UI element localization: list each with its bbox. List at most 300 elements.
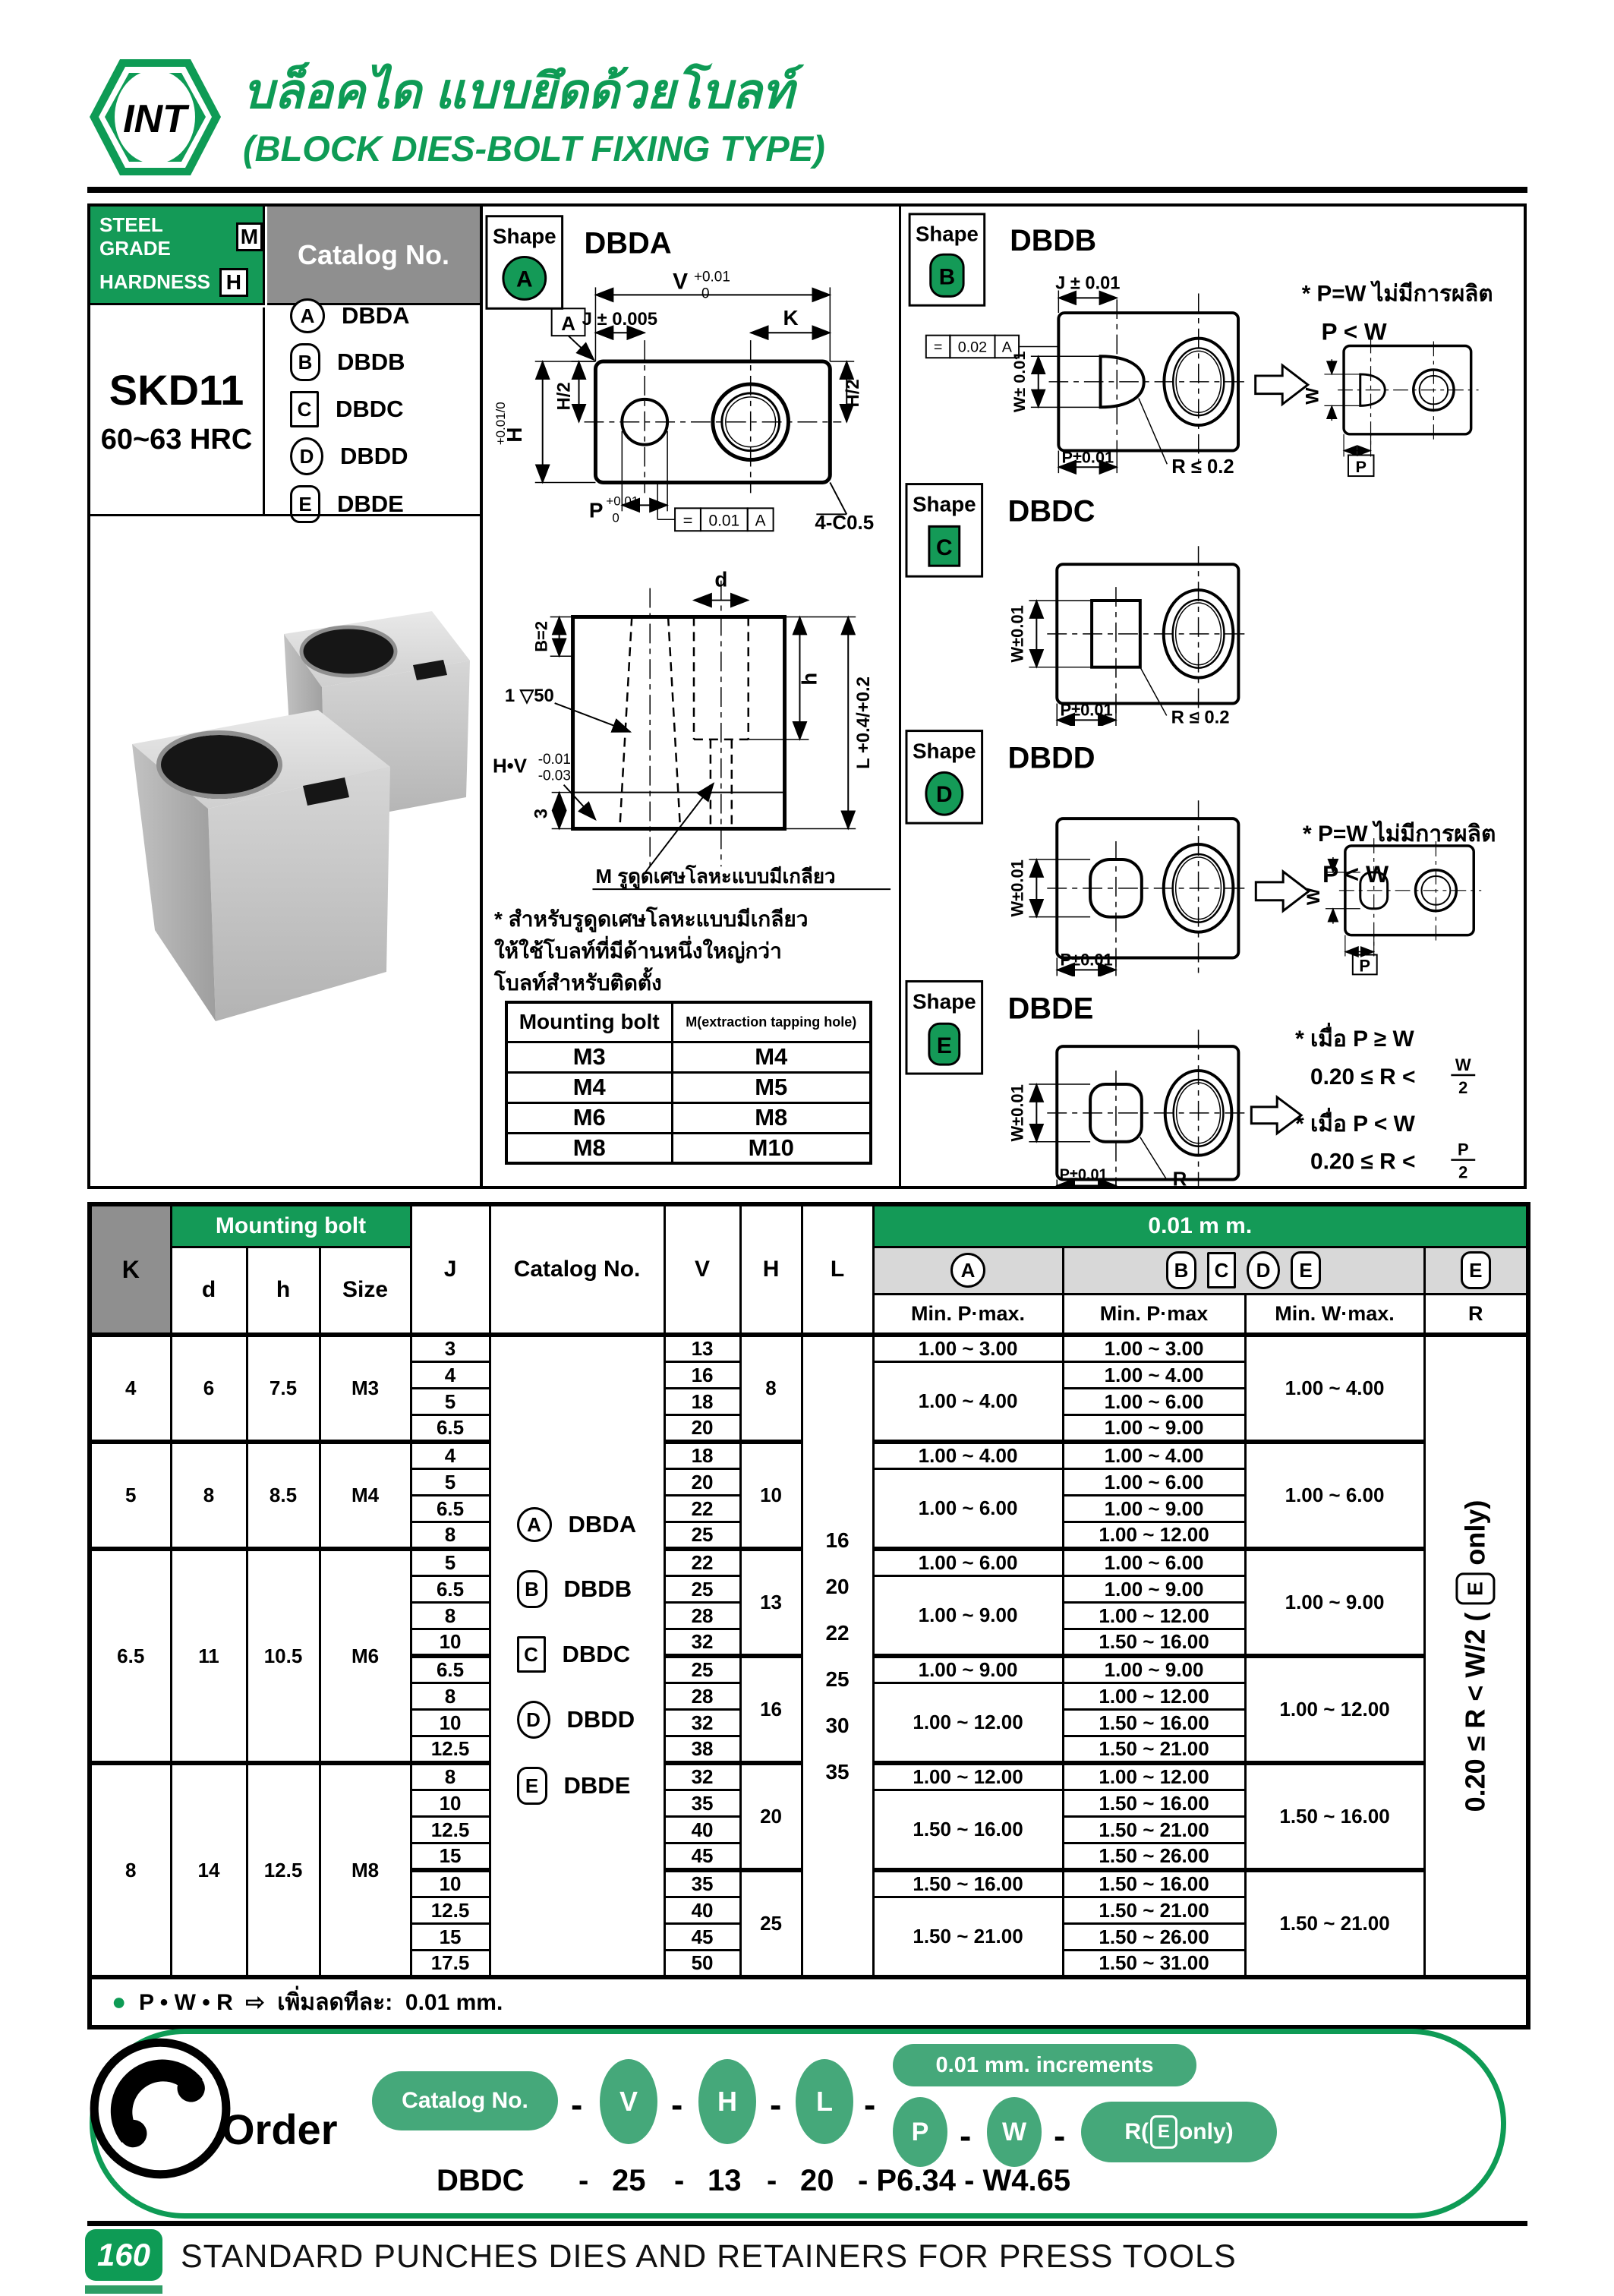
v-value: 22 xyxy=(664,1496,740,1522)
logo-text: INT xyxy=(123,97,187,141)
size-value: M8 xyxy=(320,1763,411,1977)
col-header-tolerance: 0.01 m m. xyxy=(873,1204,1528,1247)
bolt-cell: M10 xyxy=(672,1133,871,1163)
shape-d-letter: D xyxy=(936,782,953,808)
catalog-no-label: Catalog No. xyxy=(297,238,449,270)
shape-d-badge: D xyxy=(517,1701,550,1739)
range-b: 1.00 ~ 9.00 xyxy=(1063,1656,1245,1683)
r-pill-prefix: R( xyxy=(1124,2119,1149,2144)
v-value: 32 xyxy=(664,1763,740,1790)
shape-d-badge: D xyxy=(1247,1251,1280,1289)
k-value: 8 xyxy=(90,1763,171,1977)
dim-k: K xyxy=(783,306,799,330)
chamfer-note: 4-C0.5 xyxy=(815,512,875,534)
footer-rule xyxy=(87,2221,1527,2226)
pwr-label: P • W • R xyxy=(139,1989,233,2015)
small-dim-p: P xyxy=(1355,457,1367,477)
order-p-pill: P xyxy=(893,2097,947,2167)
shape-b-box xyxy=(909,214,985,305)
l-value: 20 xyxy=(825,1574,850,1598)
dash: - xyxy=(578,2164,589,2197)
range-b: 1.50 ~ 31.00 xyxy=(1063,1951,1245,1978)
v-value: 25 xyxy=(664,1576,740,1603)
dim-w: W±0.01 xyxy=(1007,859,1027,917)
dim-p: P±0.01 xyxy=(1060,950,1113,970)
v-value: 28 xyxy=(664,1683,740,1710)
shape-e-badge: E xyxy=(517,1767,547,1805)
range-w: 1.00 ~ 9.00 xyxy=(1245,1549,1424,1656)
dash: - xyxy=(767,2164,777,2197)
col-header-l: L xyxy=(802,1204,873,1335)
shape-e-badge: E xyxy=(1461,1251,1491,1289)
range-b: 1.00 ~ 9.00 xyxy=(1063,1415,1245,1443)
catalog-item xyxy=(517,1636,631,1673)
shape-e-badge: E xyxy=(290,485,320,523)
col-header-catalog: Catalog No. xyxy=(490,1204,664,1335)
dim-b2: B=2 xyxy=(531,620,551,652)
shape-e-badge: E xyxy=(1456,1573,1496,1605)
note-star: * xyxy=(494,907,503,931)
drawing-dbda xyxy=(482,211,897,534)
small-dim-w: W xyxy=(1303,888,1324,906)
shape-d-box xyxy=(906,731,982,824)
shape-b-badge: B xyxy=(517,1570,547,1608)
dim-v: V xyxy=(673,269,689,295)
j-value: 10 xyxy=(411,1629,490,1657)
range-b: 1.00 ~ 6.00 xyxy=(1063,1549,1245,1576)
hv-tol-top: -0.01 xyxy=(537,751,571,768)
bolt-cell: M5 xyxy=(672,1072,871,1102)
increment-note xyxy=(90,1977,1528,2027)
range-a: 1.50 ~ 16.00 xyxy=(873,1790,1063,1871)
steel-grade-row xyxy=(90,213,263,260)
j-value: 5 xyxy=(411,1389,490,1415)
v-value: 38 xyxy=(664,1736,740,1764)
dim-w: W±0.01 xyxy=(1007,605,1027,663)
shape-label: Shape xyxy=(912,739,976,763)
shape-c-badge: C xyxy=(1207,1252,1236,1288)
footer-text: STANDARD PUNCHES DIES AND RETAINERS FOR PRESS TOOLS xyxy=(181,2238,1237,2275)
page-title-thai: บล็อคได แบบยึดด้วยโบลท์ xyxy=(243,64,794,118)
dash: - xyxy=(770,2085,782,2124)
dim-p: P xyxy=(588,498,604,522)
j-value: 6.5 xyxy=(411,1576,490,1603)
order-label: Order xyxy=(222,2105,338,2153)
shape-a-box xyxy=(487,216,563,309)
j-value: 5 xyxy=(411,1469,490,1496)
j-value: 10 xyxy=(411,1710,490,1736)
v-value: 32 xyxy=(664,1629,740,1657)
bolt-cell: M6 xyxy=(506,1102,672,1133)
dim-d: d xyxy=(714,567,728,591)
int-logo-icon xyxy=(85,55,225,180)
l-value: 25 xyxy=(825,1667,850,1691)
divider-mid xyxy=(899,207,901,1186)
dash: - xyxy=(960,2116,972,2156)
d-value: 8 xyxy=(171,1442,247,1549)
range-a: 1.50 ~ 16.00 xyxy=(873,1870,1063,1897)
j-value: 4 xyxy=(411,1442,490,1469)
range-b: 1.50 ~ 16.00 xyxy=(1063,1790,1245,1817)
bolt-cell: M8 xyxy=(506,1133,672,1163)
order-v-pill: V xyxy=(600,2059,657,2144)
catalog-name: DBDD xyxy=(566,1706,635,1733)
shape-e-badge: E xyxy=(1150,2115,1177,2149)
flatness-datum: A xyxy=(1001,339,1012,356)
badge-e-header xyxy=(1424,1247,1528,1294)
catalog-name: DBDB xyxy=(563,1575,632,1602)
v-value: 13 xyxy=(664,1335,740,1362)
range-a: 1.00 ~ 6.00 xyxy=(873,1469,1063,1550)
h-value: 12.5 xyxy=(247,1763,320,1977)
dim-p: P±0.01 xyxy=(1059,1166,1108,1184)
v-value: 40 xyxy=(664,1897,740,1924)
l-value: 30 xyxy=(825,1713,850,1737)
range-w: 1.00 ~ 4.00 xyxy=(1245,1335,1424,1442)
shape-a-badge: A xyxy=(517,1507,552,1542)
d-value: 14 xyxy=(171,1763,247,1977)
dbdb-title: DBDB xyxy=(1010,224,1097,258)
r-range-suffix: only) xyxy=(1459,1500,1491,1566)
hardness-value: 60~63 HRC xyxy=(100,424,253,456)
range-b: 1.50 ~ 21.00 xyxy=(1063,1897,1245,1924)
dim-p-tol-top: +0.01 xyxy=(606,494,639,509)
steel-grade-label: STEEL GRADE xyxy=(99,213,171,260)
v-value: 18 xyxy=(664,1442,740,1469)
min-p-max-a-header: Min. P·max. xyxy=(873,1294,1063,1335)
h-value: 7.5 xyxy=(247,1335,320,1442)
page-number-badge: 160 xyxy=(85,2229,162,2281)
flatness-value: 0.02 xyxy=(957,339,988,356)
dbdd-title: DBDD xyxy=(1007,741,1095,775)
catalog-no-header xyxy=(267,207,480,305)
small-dim-w: W xyxy=(1303,387,1323,405)
steel-grade-value-cell xyxy=(90,308,265,514)
range-b: 1.50 ~ 21.00 xyxy=(1063,1817,1245,1843)
j-value: 8 xyxy=(411,1603,490,1629)
j-value: 6.5 xyxy=(411,1415,490,1443)
shape-b-letter: B xyxy=(938,264,956,290)
note-p-lt-w: * เมื่อ P < W xyxy=(1295,1111,1415,1137)
arrow-icon: ⇨ xyxy=(245,1989,265,2015)
catalog-item xyxy=(517,1570,632,1608)
header-rule xyxy=(87,187,1527,193)
fraction-2b: 2 xyxy=(1458,1162,1468,1182)
catalog-name: DBDE xyxy=(563,1772,631,1799)
catalog-name: DBDC xyxy=(562,1641,631,1667)
note-pw: * P=W ไม่มีการผลิต xyxy=(1301,281,1493,307)
bolt-col-header: Mounting bolt xyxy=(506,1002,672,1042)
shape-e-box xyxy=(906,981,982,1074)
r-header: R xyxy=(1424,1294,1528,1335)
note-line1: สำหรับรูดูดเศษโลหะแบบมีเกลียว xyxy=(508,907,809,931)
dim-h2-left: H/2 xyxy=(553,382,575,411)
hv-label: H•V xyxy=(492,755,527,777)
range-a: 1.00 ~ 4.00 xyxy=(873,1442,1063,1469)
dbda-title: DBDA xyxy=(584,226,672,260)
size-value: M6 xyxy=(320,1549,411,1763)
h-col-value: 13 xyxy=(740,1549,802,1656)
catalog-item xyxy=(517,1507,637,1542)
hv-tol-bot: -0.03 xyxy=(537,768,571,784)
catalog-item xyxy=(517,1701,635,1739)
shape-e-badge: E xyxy=(1291,1251,1321,1289)
col-header-mounting-bolt: Mounting bolt xyxy=(171,1204,411,1247)
order-r-pill xyxy=(1081,2102,1277,2162)
shape-c-box xyxy=(906,484,982,577)
v-value: 25 xyxy=(664,1656,740,1683)
shape-e-letter: E xyxy=(936,1033,952,1059)
d-value: 6 xyxy=(171,1335,247,1442)
j-value: 8 xyxy=(411,1763,490,1790)
h-badge: H xyxy=(219,268,248,297)
example-l: 20 xyxy=(800,2164,834,2197)
product-photo xyxy=(90,516,480,1184)
min-p-max-b-header: Min. P·max xyxy=(1063,1294,1245,1335)
dim-r: R xyxy=(1172,1168,1187,1189)
list-item xyxy=(290,343,480,381)
range-b: 1.50 ~ 26.00 xyxy=(1063,1924,1245,1951)
dim-r: R ≤ 0.2 xyxy=(1171,707,1230,726)
order-w-pill: W xyxy=(987,2097,1042,2167)
col-header-d: d xyxy=(171,1247,247,1335)
flatness-datum: A xyxy=(755,512,766,530)
drawing-dbde xyxy=(902,976,1521,1189)
phone-icon xyxy=(84,2032,237,2185)
increment-value: 0.01 mm. xyxy=(405,1989,503,2015)
dim-v-tol-top: +0.01 xyxy=(693,269,730,285)
v-value: 22 xyxy=(664,1549,740,1576)
badge-a-header xyxy=(873,1247,1063,1294)
fraction-w: W xyxy=(1455,1055,1471,1075)
note-line3: โบลท์สำหรับติดตั้ง xyxy=(494,971,662,995)
v-value: 45 xyxy=(664,1843,740,1871)
surface-finish: 1 ▽50 xyxy=(504,686,554,707)
drawing-section xyxy=(482,541,897,894)
l-value: 22 xyxy=(825,1620,850,1645)
j-value: 10 xyxy=(411,1790,490,1817)
extraction-col-header: M(extraction tapping hole) xyxy=(672,1002,871,1042)
spec-and-drawings-box xyxy=(87,203,1527,1189)
range-b: 1.00 ~ 4.00 xyxy=(1063,1362,1245,1389)
h-col-value: 25 xyxy=(740,1870,802,1977)
drawing-dbdd xyxy=(902,726,1521,976)
dim-v-tol-bot: 0 xyxy=(701,285,710,302)
dash: - xyxy=(674,2164,685,2197)
l-cell xyxy=(802,1335,873,1977)
l-value: 35 xyxy=(825,1759,850,1784)
catalog-item xyxy=(517,1767,631,1805)
m-hole-note: M รูดูดเศษโลหะแบบมีเกลียว xyxy=(595,866,836,888)
fraction-p: P xyxy=(1457,1140,1469,1159)
range-a: 1.00 ~ 3.00 xyxy=(873,1335,1063,1362)
range-b: 1.00 ~ 4.00 xyxy=(1063,1442,1245,1469)
dash: - xyxy=(1054,2116,1066,2156)
dbdc-geometry xyxy=(1029,546,1248,726)
example-catalog: DBDC xyxy=(437,2164,525,2197)
range-w: 1.00 ~ 6.00 xyxy=(1245,1442,1424,1549)
v-value: 40 xyxy=(664,1817,740,1843)
l-value: 16 xyxy=(825,1528,850,1552)
order-l-pill: L xyxy=(796,2059,853,2144)
shape-d-badge: D xyxy=(290,437,323,475)
order-catalog-pill: Catalog No. xyxy=(372,2071,558,2130)
extraction-note xyxy=(494,904,891,999)
v-value: 20 xyxy=(664,1415,740,1443)
dim-h-tol: +0.01/0 xyxy=(493,402,508,446)
range-b: 1.00 ~ 12.00 xyxy=(1063,1763,1245,1790)
list-item xyxy=(290,437,480,475)
flatness-value: 0.01 xyxy=(708,512,740,530)
range-b: 1.00 ~ 3.00 xyxy=(1063,1335,1245,1362)
v-value: 50 xyxy=(664,1951,740,1978)
range-a: 1.00 ~ 9.00 xyxy=(873,1656,1063,1683)
range-w: 1.00 ~ 12.00 xyxy=(1245,1656,1424,1763)
j-value: 8 xyxy=(411,1683,490,1710)
k-value: 6.5 xyxy=(90,1549,171,1763)
shape-label: Shape xyxy=(912,989,976,1014)
range-b: 1.50 ~ 16.00 xyxy=(1063,1870,1245,1897)
range-b: 1.00 ~ 9.00 xyxy=(1063,1496,1245,1522)
dim-j: J ± 0.005 xyxy=(582,309,658,330)
flatness-symbol: = xyxy=(682,510,693,530)
increments-pill: 0.01 mm. increments xyxy=(893,2044,1196,2086)
j-value: 15 xyxy=(411,1924,490,1951)
example-v: 25 xyxy=(612,2164,646,2197)
datum-a: A xyxy=(561,314,575,336)
dbdb-geometry xyxy=(926,291,1479,477)
dim-w: W± 0.01 xyxy=(1009,351,1029,413)
v-value: 32 xyxy=(664,1710,740,1736)
shape-label: Shape xyxy=(912,492,976,516)
catalog-name: DBDC xyxy=(336,396,404,422)
catalog-cell xyxy=(490,1335,664,1977)
example-pw: - P6.34 - W4.65 xyxy=(858,2164,1071,2197)
footer-stripe xyxy=(85,2285,162,2294)
steel-grade-value: SKD11 xyxy=(109,366,244,414)
note-pltw: P < W xyxy=(1322,859,1389,888)
hardness-row xyxy=(90,268,263,297)
bolt-cell: M3 xyxy=(506,1042,672,1072)
dim-w: W±0.01 xyxy=(1007,1084,1027,1142)
col-header-v: V xyxy=(664,1204,740,1335)
v-value: 20 xyxy=(664,1469,740,1496)
v-value: 35 xyxy=(664,1870,740,1897)
j-value: 12.5 xyxy=(411,1736,490,1764)
drawing-dbdc xyxy=(902,479,1521,726)
r-range-prefix: 0.20 ≤ R < W/2 ( xyxy=(1459,1612,1491,1812)
mounting-bolt-table xyxy=(505,1001,872,1165)
col-header-size: Size xyxy=(320,1247,411,1335)
j-value: 12.5 xyxy=(411,1817,490,1843)
drawing-dbdb xyxy=(902,210,1521,479)
catalog-list xyxy=(267,302,480,517)
d-value: 11 xyxy=(171,1549,247,1763)
j-value: 10 xyxy=(411,1870,490,1897)
range-a: 1.00 ~ 9.00 xyxy=(873,1576,1063,1657)
k-value: 5 xyxy=(90,1442,171,1549)
j-value: 3 xyxy=(411,1335,490,1362)
bolt-cell: M4 xyxy=(672,1042,871,1072)
dim-h-small: h xyxy=(797,672,821,686)
j-value: 6.5 xyxy=(411,1656,490,1683)
catalog-name: DBDB xyxy=(337,348,405,375)
catalog-name: DBDA xyxy=(568,1511,637,1538)
j-value: 4 xyxy=(411,1362,490,1389)
h-col-value: 20 xyxy=(740,1763,802,1870)
range-w: 1.50 ~ 16.00 xyxy=(1245,1763,1424,1870)
dim-p: P±0.01 xyxy=(1060,700,1113,720)
h-value: 8.5 xyxy=(247,1442,320,1549)
note-pw: * P=W ไม่มีการผลิต xyxy=(1303,822,1496,847)
h-col-value: 8 xyxy=(740,1335,802,1442)
shape-label: Shape xyxy=(915,222,979,246)
range-b: 1.50 ~ 26.00 xyxy=(1063,1843,1245,1871)
h-col-value: 10 xyxy=(740,1442,802,1549)
shape-c-badge: C xyxy=(517,1636,546,1673)
v-value: 25 xyxy=(664,1522,740,1550)
block-die-left xyxy=(132,710,390,1021)
range-b: 1.00 ~ 12.00 xyxy=(1063,1683,1245,1710)
range-b: 1.00 ~ 6.00 xyxy=(1063,1389,1245,1415)
dash: - xyxy=(864,2085,876,2124)
dim-j: J ± 0.01 xyxy=(1055,273,1121,294)
shape-a-badge: A xyxy=(290,298,325,333)
note-line2: ให้ใช้โบลท์ที่มีด้านหนึ่งใหญ่กว่า xyxy=(494,939,782,963)
min-w-max-header: Min. W·max. xyxy=(1245,1294,1424,1335)
range-b: 1.00 ~ 9.00 xyxy=(1063,1576,1245,1603)
range-a: 1.00 ~ 12.00 xyxy=(873,1683,1063,1764)
size-value: M4 xyxy=(320,1442,411,1549)
shape-a-badge: A xyxy=(950,1253,985,1288)
v-value: 18 xyxy=(664,1389,740,1415)
green-dot-icon: ● xyxy=(112,1987,127,2015)
m-badge: M xyxy=(236,222,263,251)
dim-l: L +0.4/+0.2 xyxy=(853,676,875,769)
steel-grade-header xyxy=(90,207,265,305)
list-item xyxy=(290,391,480,427)
flatness-symbol: = xyxy=(933,339,943,356)
range-b: 1.00 ~ 12.00 xyxy=(1063,1603,1245,1629)
list-item xyxy=(290,298,480,333)
order-h-pill: H xyxy=(698,2059,756,2144)
shape-label: Shape xyxy=(492,224,556,248)
h-value: 10.5 xyxy=(247,1549,320,1763)
range-a: 1.00 ~ 6.00 xyxy=(873,1549,1063,1576)
page-title-english: (BLOCK DIES-BOLT FIXING TYPE) xyxy=(243,128,825,169)
r-cell xyxy=(1424,1335,1528,1977)
bolt-cell: M4 xyxy=(506,1072,672,1102)
j-value: 15 xyxy=(411,1843,490,1871)
example-h: 13 xyxy=(708,2164,742,2197)
col-header-h: H xyxy=(740,1204,802,1335)
badges-bcde-header xyxy=(1063,1247,1424,1294)
dash: - xyxy=(671,2085,683,2124)
h-col-value: 16 xyxy=(740,1656,802,1763)
catalog-name: DBDA xyxy=(342,302,410,329)
dim-3: 3 xyxy=(531,808,552,819)
v-value: 16 xyxy=(664,1362,740,1389)
range-b: 1.00 ~ 12.00 xyxy=(1063,1522,1245,1550)
range-b: 1.50 ~ 21.00 xyxy=(1063,1736,1245,1764)
range-a: 1.00 ~ 12.00 xyxy=(873,1763,1063,1790)
shape-c-badge: C xyxy=(290,391,319,427)
range-b: 1.50 ~ 16.00 xyxy=(1063,1710,1245,1736)
note-r-range-1: 0.20 ≤ R < xyxy=(1310,1064,1416,1090)
col-header-hsmall: h xyxy=(247,1247,320,1335)
j-value: 5 xyxy=(411,1549,490,1576)
v-value: 28 xyxy=(664,1603,740,1629)
